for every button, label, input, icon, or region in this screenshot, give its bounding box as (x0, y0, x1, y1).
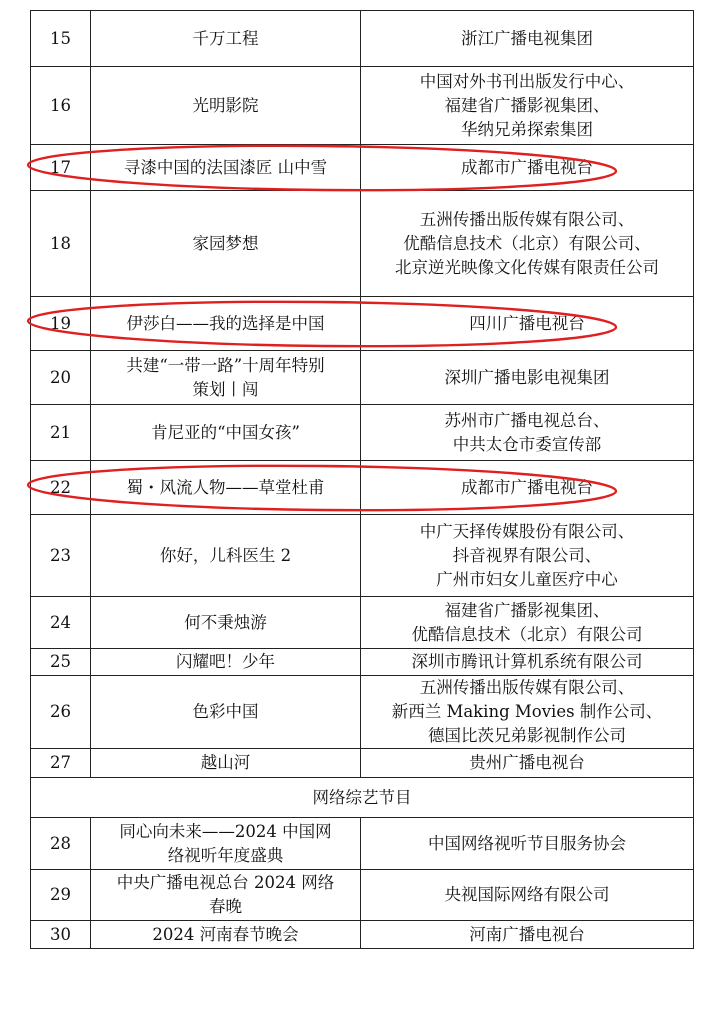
producer-line: 优酷信息技术（北京）有限公司、 (403, 233, 651, 253)
table-row (31, 67, 694, 145)
program-title-line: 伊莎白——我的选择是中国 (126, 313, 325, 333)
producer-organization (361, 11, 694, 67)
row-number: 21 (31, 405, 91, 461)
program-title-line: 寻漆中国的法国漆匠 山中雪 (123, 157, 328, 177)
program-title (91, 67, 361, 145)
producer-organization (361, 145, 694, 191)
producer-organization (361, 818, 694, 870)
producer-line: 中国对外书刊出版发行中心、 (419, 71, 635, 91)
row-number: 17 (31, 145, 91, 191)
section-header-row (31, 778, 694, 818)
producer-organization (361, 297, 694, 351)
row-number: 19 (31, 297, 91, 351)
program-title-line: 你好，儿科医生 2 (159, 545, 292, 565)
program-title-line: 闪耀吧！少年 (176, 652, 275, 671)
producer-line: 中广天择传媒股份有限公司、 (419, 521, 635, 541)
table-row (31, 649, 694, 676)
producer-organization (361, 676, 694, 749)
program-title (91, 676, 361, 749)
row-number: 15 (31, 11, 91, 67)
program-title (91, 11, 361, 67)
producer-line: 福建省广播影视集团、 (444, 600, 610, 620)
program-title-line: 越山河 (200, 753, 251, 772)
producer-line: 深圳广播电影电视集团 (444, 367, 610, 387)
producer-line: 央视国际网络有限公司 (444, 885, 610, 904)
producer-line: 成都市广播电视台 (461, 157, 593, 177)
producer-organization (361, 870, 694, 921)
program-title (91, 515, 361, 597)
program-title (91, 597, 361, 649)
program-title (91, 870, 361, 921)
row-number: 24 (31, 597, 91, 649)
producer-line: 苏州市广播电视总台、 (444, 410, 610, 430)
program-title (91, 818, 361, 870)
row-number: 20 (31, 351, 91, 405)
program-title-line: 2024 河南春节晚会 (152, 924, 299, 944)
table-row (31, 921, 694, 949)
producer-organization (361, 597, 694, 649)
program-title (91, 191, 361, 297)
table-row (31, 461, 694, 515)
producer-organization (361, 649, 694, 676)
table-row (31, 11, 694, 67)
table-row (31, 405, 694, 461)
producer-line: 德国比茨兄弟影视制作公司 (428, 726, 626, 745)
program-title (91, 297, 361, 351)
producer-line: 北京逆光映像文化传媒有限责任公司 (395, 257, 659, 277)
producer-line: 中国网络视听节目服务协会 (428, 833, 626, 853)
producer-line: 广州市妇女儿童医疗中心 (436, 569, 618, 589)
program-title-line: 络视听年度盛典 (167, 845, 284, 865)
row-number: 28 (31, 818, 91, 870)
producer-organization (361, 461, 694, 515)
program-title (91, 749, 361, 778)
program-title-line: 春晚 (209, 897, 242, 916)
table-row (31, 515, 694, 597)
program-title (91, 145, 361, 191)
program-title (91, 649, 361, 676)
table-row (31, 676, 694, 749)
row-number: 23 (31, 515, 91, 597)
producer-line: 河南广播电视台 (469, 924, 585, 944)
program-title-line: 策划丨闯 (192, 379, 259, 399)
producer-line: 华纳兄弟探索集团 (461, 119, 593, 139)
producer-line: 浙江广播电视集团 (461, 28, 593, 48)
producer-organization (361, 67, 694, 145)
program-title-line: 蜀・风流人物——草堂杜甫 (126, 477, 325, 497)
row-number: 30 (31, 921, 91, 949)
table-row (31, 749, 694, 778)
program-title (91, 461, 361, 515)
program-title (91, 351, 361, 405)
program-table (30, 10, 694, 949)
producer-organization (361, 749, 694, 778)
table-row (31, 297, 694, 351)
producer-line: 贵州广播电视台 (469, 753, 585, 772)
producer-line: 抖音视界有限公司、 (452, 545, 602, 565)
row-number: 26 (31, 676, 91, 749)
program-title-line: 家园梦想 (192, 233, 259, 253)
row-number: 29 (31, 870, 91, 921)
producer-organization (361, 405, 694, 461)
producer-organization (361, 515, 694, 597)
program-title-line: 光明影院 (192, 95, 259, 115)
program-title-line: 何不秉烛游 (184, 612, 267, 632)
program-title-line: 中央广播电视总台 2024 网络 (116, 873, 335, 892)
program-title-line: 色彩中国 (192, 702, 259, 721)
table-row (31, 351, 694, 405)
row-number: 25 (31, 649, 91, 676)
program-title (91, 405, 361, 461)
producer-line: 中共太仓市委宣传部 (452, 434, 602, 454)
section-title: 网络综艺节目 (31, 778, 694, 818)
table-row (31, 145, 694, 191)
row-number: 27 (31, 749, 91, 778)
producer-organization (361, 921, 694, 949)
table-row (31, 597, 694, 649)
table-row (31, 870, 694, 921)
program-table-body (31, 11, 694, 949)
producer-line: 福建省广播影视集团、 (444, 95, 610, 115)
producer-organization (361, 351, 694, 405)
producer-line: 五洲传播出版传媒有限公司、 (419, 678, 635, 697)
table-row (31, 191, 694, 297)
producer-organization (361, 191, 694, 297)
producer-line: 深圳市腾讯计算机系统有限公司 (411, 652, 643, 671)
program-title-line: 同心向未来——2024 中国网 (119, 821, 332, 841)
program-title (91, 921, 361, 949)
producer-line: 四川广播电视台 (469, 313, 585, 333)
program-title-line: 千万工程 (192, 28, 259, 48)
producer-line: 优酷信息技术（北京）有限公司 (411, 624, 643, 644)
table-row (31, 818, 694, 870)
row-number: 16 (31, 67, 91, 145)
producer-line: 五洲传播出版传媒有限公司、 (419, 209, 635, 229)
producer-line: 成都市广播电视台 (461, 477, 593, 497)
producer-line: 新西兰 Making Movies 制作公司、 (391, 702, 663, 721)
row-number: 22 (31, 461, 91, 515)
program-title-line: 肯尼亚的“中国女孩” (151, 422, 300, 442)
row-number: 18 (31, 191, 91, 297)
program-title-line: 共建“一带一路”十周年特别 (126, 355, 325, 375)
